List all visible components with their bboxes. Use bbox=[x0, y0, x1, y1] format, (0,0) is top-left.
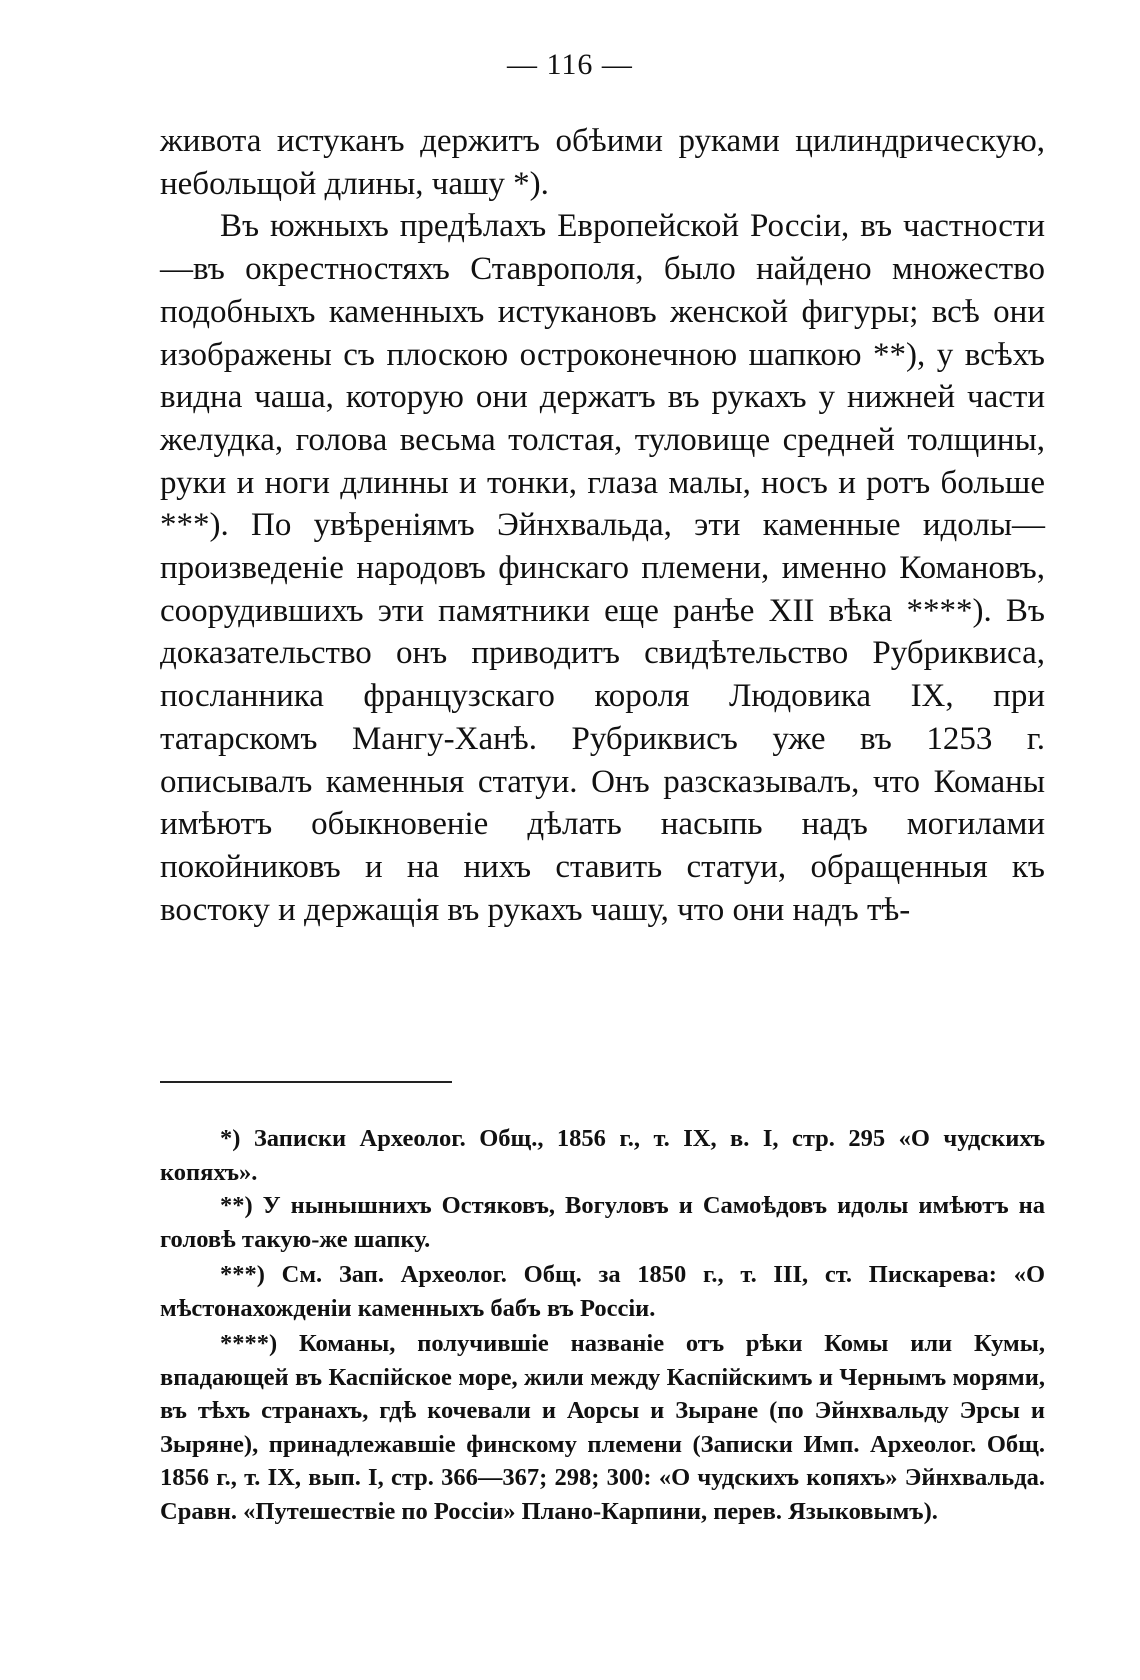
footnote-3: ***) См. Зап. Археолог. Общ. за 1850 г., т. III, ст. Пискарева: «О мѣстонахожденіи каменныхъ бабъ въ Россіи. bbox=[160, 1261, 1045, 1322]
footnote-1: *) Записки Археолог. Общ., 1856 г., т. IX, в. I, стр. 295 «О чудскихъ копяхъ». bbox=[160, 1125, 1045, 1186]
footnote-divider bbox=[160, 1081, 452, 1083]
footnotes bbox=[160, 1122, 1045, 1528]
footnote-4: ****) Команы, получившіе названіе отъ рѣки Комы или Кумы, впадающей въ Каспійское море, жили между Каспійскимъ и Чернымъ морями, въ тѣхъ странахъ, гдѣ кочевали и Аорсы и Зыране (по Эйнхвальду Эрсы и Зыряне), принадлежавшіе финскому племени (Записки Имп. Археолог. Общ. 1856 г., т. IX, вып. I, стр. 366—367; 298; 300: «О чудскихъ копяхъ» Эйнхвальда. Сравн. «Путешествіе по Россіи» Плано-Карпини, перев. Языковымъ). bbox=[160, 1330, 1045, 1525]
paragraph-continuation: живота истуканъ держитъ обѣими руками цилиндрическую, небольщой длины, чашу *). bbox=[160, 123, 1045, 202]
footnote-2: **) У нынышнихъ Остяковъ, Вогуловъ и Самоѣдовъ идолы имѣютъ на головѣ такую-же шапку. bbox=[160, 1192, 1045, 1253]
paragraph-stone-idols: Въ южныхъ предѣлахъ Европейской Россіи, въ частности—въ окрестностяхъ Ставрополя, было найдено множество подобныхъ каменныхъ истукановъ женской фигуры; всѣ они изображены съ плоскою остроконечною шапкою **), у всѣхъ видна чаша, которую они держатъ въ рукахъ у нижней части желудка, голова весьма толстая, туловище средней толщины, руки и ноги длинны и тонки, глаза малы, носъ и ротъ больше ***). По увѣреніямъ Эйнхвальда, эти каменные идолы—произведеніе народовъ финскаго племени, именно Комановъ, соорудившихъ эти памятники еще ранѣе XII вѣка ****). Въ доказательство онъ приводитъ свидѣтельство Рубриквиса, посланника французскаго короля Людовика IX, при татарскомъ Мангу-Ханѣ. Рубриквисъ уже въ 1253 г. описывалъ каменныя статуи. Онъ разсказывалъ, что Команы имѣютъ обыкновеніе дѣлать насыпь надъ могилами покойниковъ и на нихъ ставить статуи, обращенныя къ востоку и держащія въ рукахъ чашу, что они надъ тѣ- bbox=[160, 208, 1045, 928]
main-text bbox=[160, 120, 1045, 931]
page-number: — 116 — bbox=[507, 48, 633, 81]
